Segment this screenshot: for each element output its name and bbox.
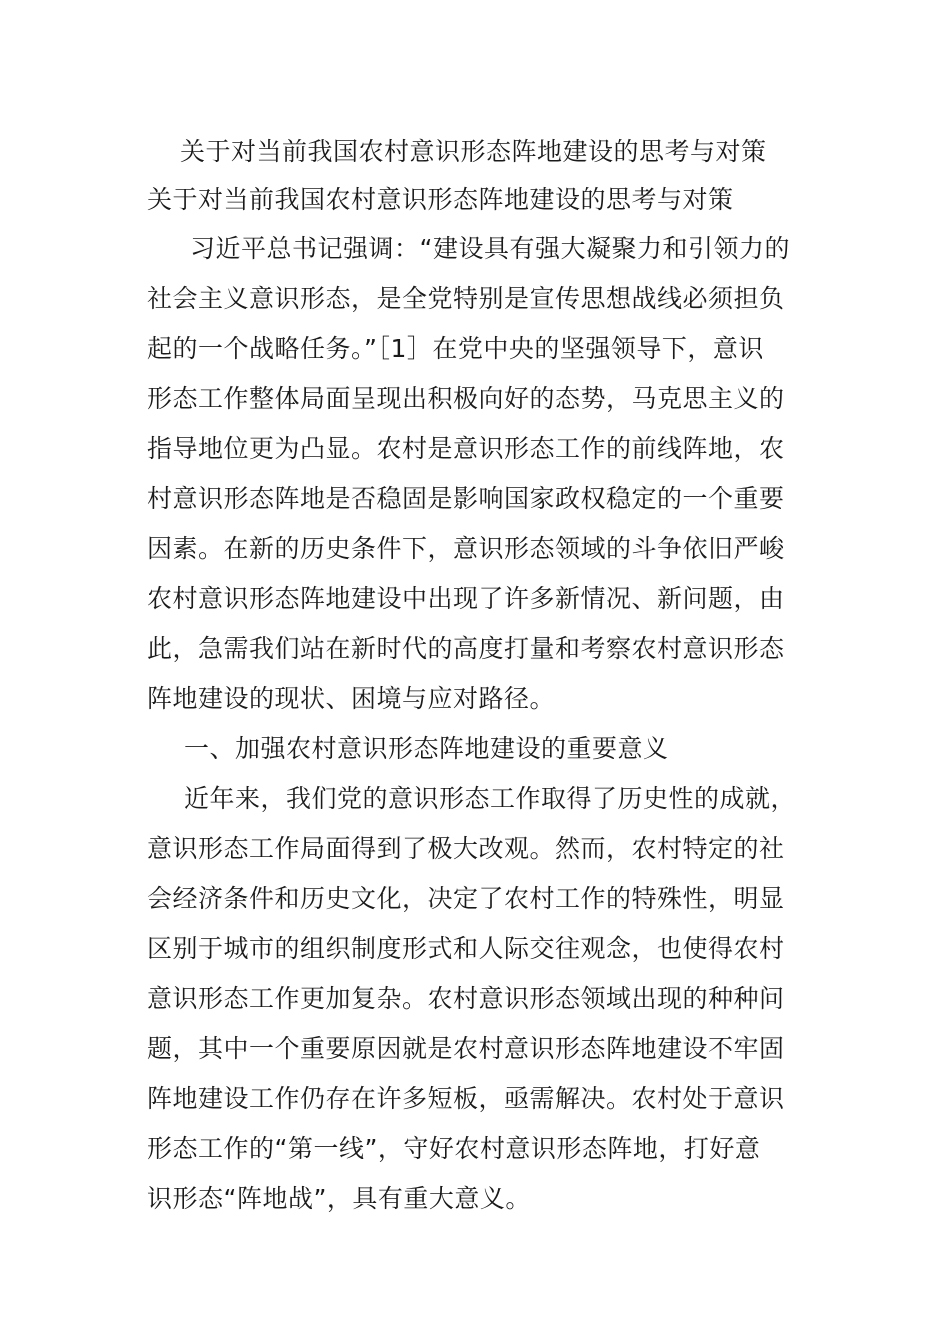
paragraph-2-line: 阵地建设工作仍存在许多短板，亟需解决。农村处于意识 — [147, 1084, 785, 1113]
paragraph-1-line: 村意识形态阵地是否稳固是影响国家政权稳定的一个重要 — [147, 484, 785, 513]
paragraph-2-line: 意识形态工作更加复杂。农村意识形态领域出现的种种问 — [147, 984, 785, 1013]
document-title: 关于对当前我国农村意识形态阵地建设的思考与对策 — [180, 137, 767, 166]
paragraph-1-line: 因素。在新的历史条件下，意识形态领域的斗争依旧严峻 — [147, 534, 785, 563]
paragraph-2-line: 形态工作的“第一线”，守好农村意识形态阵地，打好意 — [147, 1134, 761, 1163]
paragraph-2-line: 近年来，我们党的意识形态工作取得了历史性的成就， — [184, 784, 797, 813]
paragraph-2-line: 识形态“阵地战”，具有重大意义。 — [147, 1184, 531, 1213]
paragraph-1-line: 形态工作整体局面呈现出积极向好的态势，马克思主义的 — [147, 384, 785, 413]
paragraph-1-line: 指导地位更为凸显。农村是意识形态工作的前线阵地，农 — [147, 434, 785, 463]
document-subtitle: 关于对当前我国农村意识形态阵地建设的思考与对策 — [147, 185, 734, 214]
paragraph-1-line: 起的一个战略任务。”［1］在党中央的坚强领导下，意识 — [147, 334, 764, 363]
paragraph-1-line: 农村意识形态阵地建设中出现了许多新情况、新问题，由 — [147, 584, 785, 613]
paragraph-2-line: 区别于城市的组织制度形式和人际交往观念，也使得农村 — [147, 934, 785, 963]
paragraph-2-line: 会经济条件和历史文化，决定了农村工作的特殊性，明显 — [147, 884, 785, 913]
section-heading: 一、加强农村意识形态阵地建设的重要意义 — [184, 734, 669, 763]
paragraph-1-line: 此，急需我们站在新时代的高度打量和考察农村意识形态 — [147, 634, 785, 663]
paragraph-2-line: 意识形态工作局面得到了极大改观。然而，农村特定的社 — [147, 834, 785, 863]
paragraph-2-line: 题，其中一个重要原因就是农村意识形态阵地建设不牢固 — [147, 1034, 785, 1063]
paragraph-1-line: 习近平总书记强调：“建设具有强大凝聚力和引领力的 — [190, 234, 790, 263]
paragraph-1-line: 社会主义意识形态，是全党特别是宣传思想战线必须担负 — [147, 284, 785, 313]
paragraph-1-line: 阵地建设的现状、困境与应对路径。 — [147, 684, 556, 713]
